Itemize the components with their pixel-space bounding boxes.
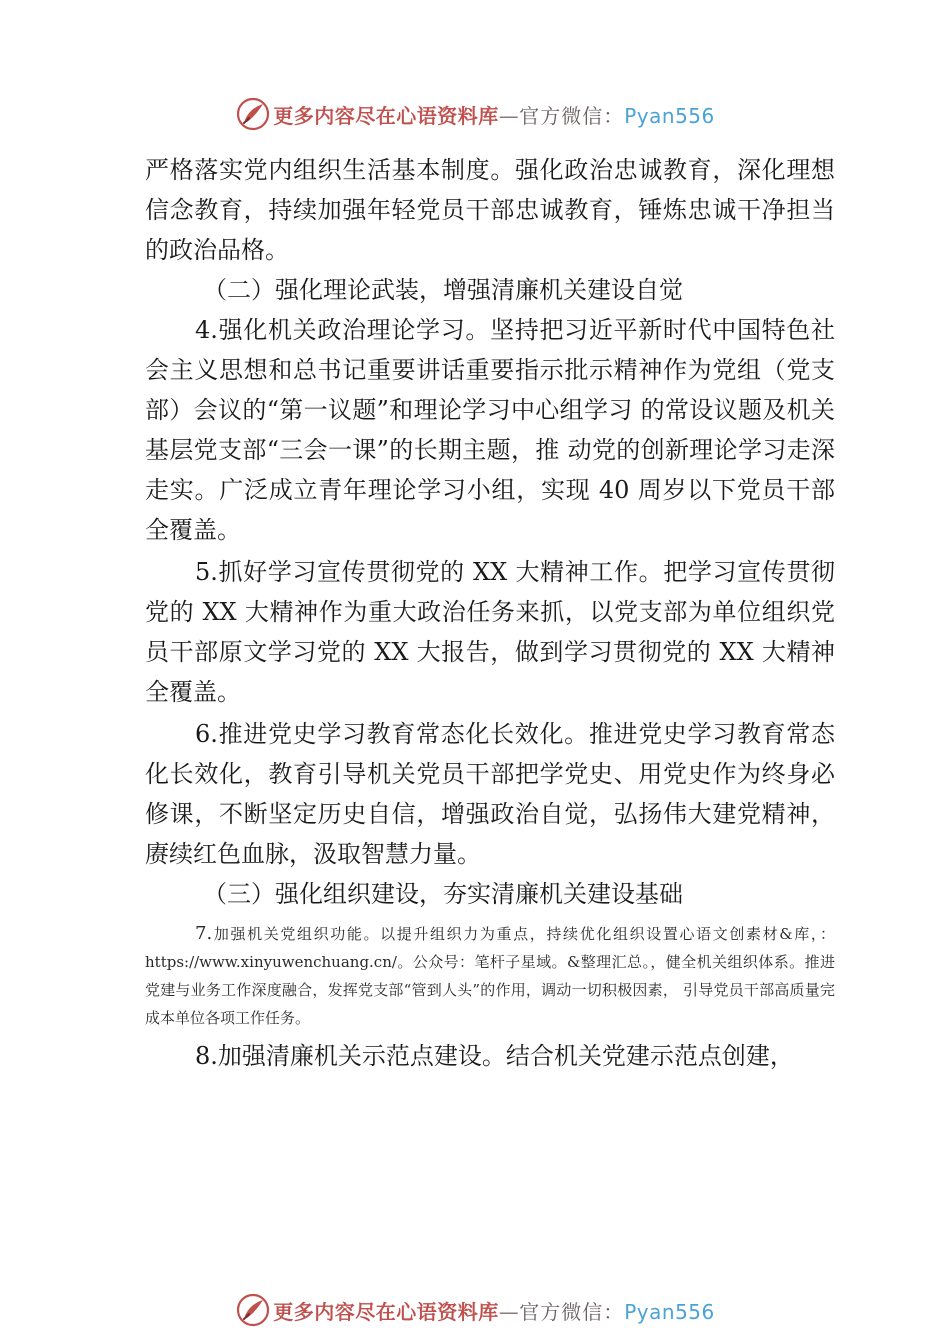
brand-logo-icon	[235, 96, 271, 132]
paragraph-7-number: 7.	[195, 923, 213, 944]
section-heading-3: （三）强化组织建设，夯实清廉机关建设基础	[203, 880, 683, 908]
brand-logo-icon	[235, 1292, 271, 1328]
header-banner	[0, 94, 950, 134]
banner-dash: —	[498, 103, 520, 128]
banner-subtitle: 官方微信：	[519, 103, 625, 128]
footer-banner-title: 更多内容尽在心语资料库	[273, 1299, 499, 1324]
footer-banner-subtitle: 官方微信：	[519, 1299, 625, 1324]
footer-banner	[0, 1290, 950, 1330]
banner-title: 更多内容尽在心语资料库	[273, 103, 499, 128]
section-heading-2: （二）强化理论武装，增强清廉机关建设自觉	[203, 276, 683, 304]
banner-wechat-id: Pyan556	[624, 103, 715, 128]
footer-banner-wechat-id: Pyan556	[624, 1299, 715, 1324]
footer-banner-dash: —	[498, 1299, 520, 1324]
paragraph-7-text: 加强机关党组织功能。以提升组织力为重点，持续优化组织设置心语文创素材&库，：https://www.xinyuwenchuang.cn/。公众号：笔杆子星域。&整理汇总。，健全机关组织体系。推进党建与业务工作深度融合，发挥党支部“管到人头”的作用，调动一切积极因素， 引导党员干部高质量完成本单位各项工作任务。	[145, 925, 835, 1027]
paragraph-5: 5.抓好学习宣传贯彻党的 XX 大精神工作。把学习宣传贯彻党的 XX 大精神作为重大政治任务来抓，以党支部为单位组织党员干部原文学习党的 XX 大报告，做到学习贯彻党的 XX 大精神全覆盖。	[145, 558, 835, 706]
paragraph-4: 4.强化机关政治理论学习。坚持把习近平新时代中国特色社会主义思想和总书记重要讲话重要指示批示精神作为党组（党支部）会议的“第一议题”和理论学习中心组学习 的常设议题及机关基层党支部“三会一课”的长期主题，推 动党的创新理论学习走深走实。广泛成立青年理论学习小组，实现 40 周岁以下党员干部全覆盖。	[145, 316, 835, 544]
paragraph-continued: 严格落实党内组织生活基本制度。强化政治忠诚教育，深化理想信念教育，持续加强年轻党员干部忠诚教育，锤炼忠诚干净担当的政治品格。	[145, 156, 835, 264]
paragraph-7	[145, 920, 835, 1032]
document-body	[145, 150, 835, 1076]
paragraph-6: 6.推进党史学习教育常态化长效化。推进党史学习教育常态化长效化，教育引导机关党员干部把学党史、用党史作为终身必修课，不断坚定历史自信，增强政治自觉，弘扬伟大建党精神，赓续红色血脉，汲取智慧力量。	[145, 720, 835, 868]
paragraph-8: 8.加强清廉机关示范点建设。结合机关党建示范点创建，	[195, 1042, 794, 1070]
